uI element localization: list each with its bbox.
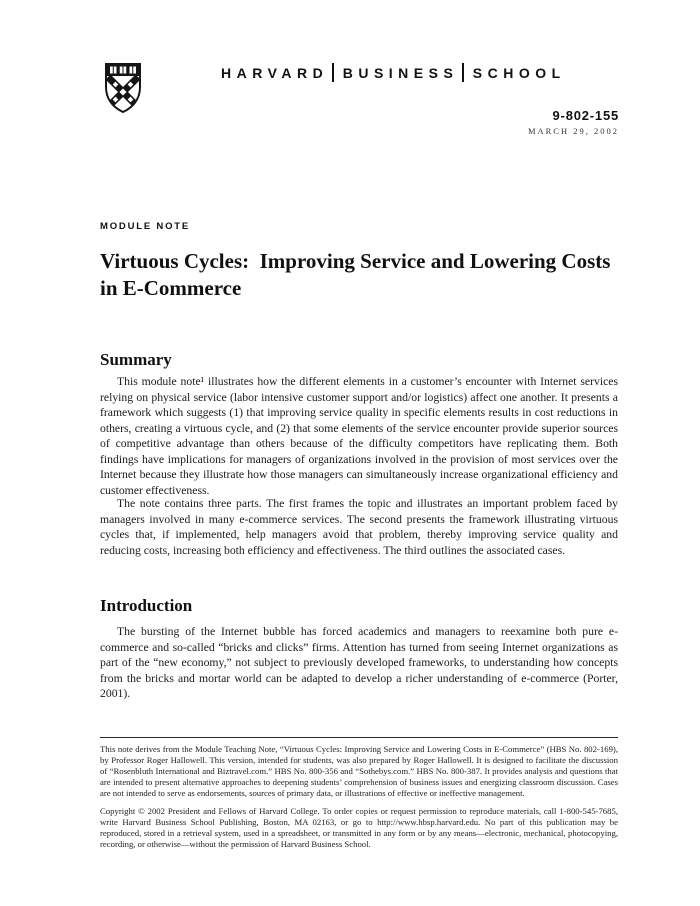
section-heading-introduction: Introduction bbox=[100, 596, 193, 615]
introduction-paragraph-1: The bursting of the Internet bubble has forced academics and managers to reexamine both pure e-commerce and so-called “bricks and clicks” firms. Attention has turned from seeing Internet organizations as part of the “new economy,” not subject to previously developed frameworks, to understanding how concepts from the bricks and mortar world can be adapted to develop a richer understanding of e-commerce (Porter, 2001). bbox=[100, 625, 618, 700]
wordmark-business: BUSINESS bbox=[342, 64, 459, 81]
wordmark-school: SCHOOL bbox=[472, 64, 566, 81]
wordmark-harvard: HARVARD bbox=[221, 64, 329, 81]
summary-paragraph-2: The note contains three parts. The first frames the topic and illustrates an important problem faced by managers involved in many e-commerce services. The second presents the framework illustrating virtuous cycles that, if implemented, help managers avoid that problem, thereby improving service quality and reducing costs, increasing both efficiency and effectiveness. The third outlines the associated cases. bbox=[100, 497, 618, 557]
footnote-text: This note derives from the Module Teaching Note, “Virtuous Cycles: Improving Service and Lowering Costs in E-Commerce” (HBS No. 802-169), by Professor Roger Hallowell. This version, intended for students, was also prepared by Roger Hallowell. It is designed to facilitate the discussion of “Rosenbluth International and Biztravel.com.” HBS No. 800-356 and “Sothebys.com.” HBS No. 800-387. It provides analysis and questions that are intended to present alternative approaches to deepening students’ comprehension of business issues and energizing classroom discussion. Cases are not intended to serve as endorsements, sources of primary data, or illustrations of effective or ineffective management. bbox=[100, 744, 618, 798]
document-date: MARCH 29, 2002 bbox=[527, 126, 619, 136]
module-note-label: MODULE NOTE bbox=[100, 221, 190, 232]
footnote-divider bbox=[100, 737, 618, 738]
document-id-block bbox=[528, 108, 619, 136]
hbs-shield-logo-icon bbox=[104, 62, 142, 114]
wordmark-divider bbox=[462, 63, 464, 82]
section-heading-summary: Summary bbox=[100, 350, 172, 369]
copyright-text: Copyright © 2002 President and Fellows of Harvard College. To order copies or request permission to reproduce materials, call 1-800-545-7685, write Harvard Business School Publishing, Boston, MA 02163, or go to http://www.hbsp.harvard.edu. No part of this publication may be reproduced, stored in a retrieval system, used in a spreadsheet, or transmitted in any form or by any means—electronic, mechanical, photocopying, recording, or otherwise—without the permission of Harvard Business School. bbox=[100, 806, 618, 849]
summary-paragraph-1: This module note¹ illustrates how the different elements in a customer’s encounter with Internet services relying on physical service (labor intensive customer support and/or logistics) affect one another. It presents a framework which suggests (1) that improving service quality in specific elements results in cost reductions in others, creating a virtuous cycle, and (2) that some elements of the service encounter provide superior sources of competitive advantage than others because of the difficulty competitors have replicating them. Both findings have implications for managers of organizations involved in the provision of most services over the Internet because they illustrate how those managers can simultaneously increase organizational efficiency and customer effectiveness. bbox=[100, 375, 618, 497]
wordmark-divider bbox=[332, 63, 334, 82]
hbs-wordmark bbox=[221, 62, 566, 83]
document-number: 9-802-155 bbox=[552, 108, 619, 123]
document-title: Virtuous Cycles: Improving Service and Lowering Costs in E-Commerce bbox=[100, 249, 616, 300]
